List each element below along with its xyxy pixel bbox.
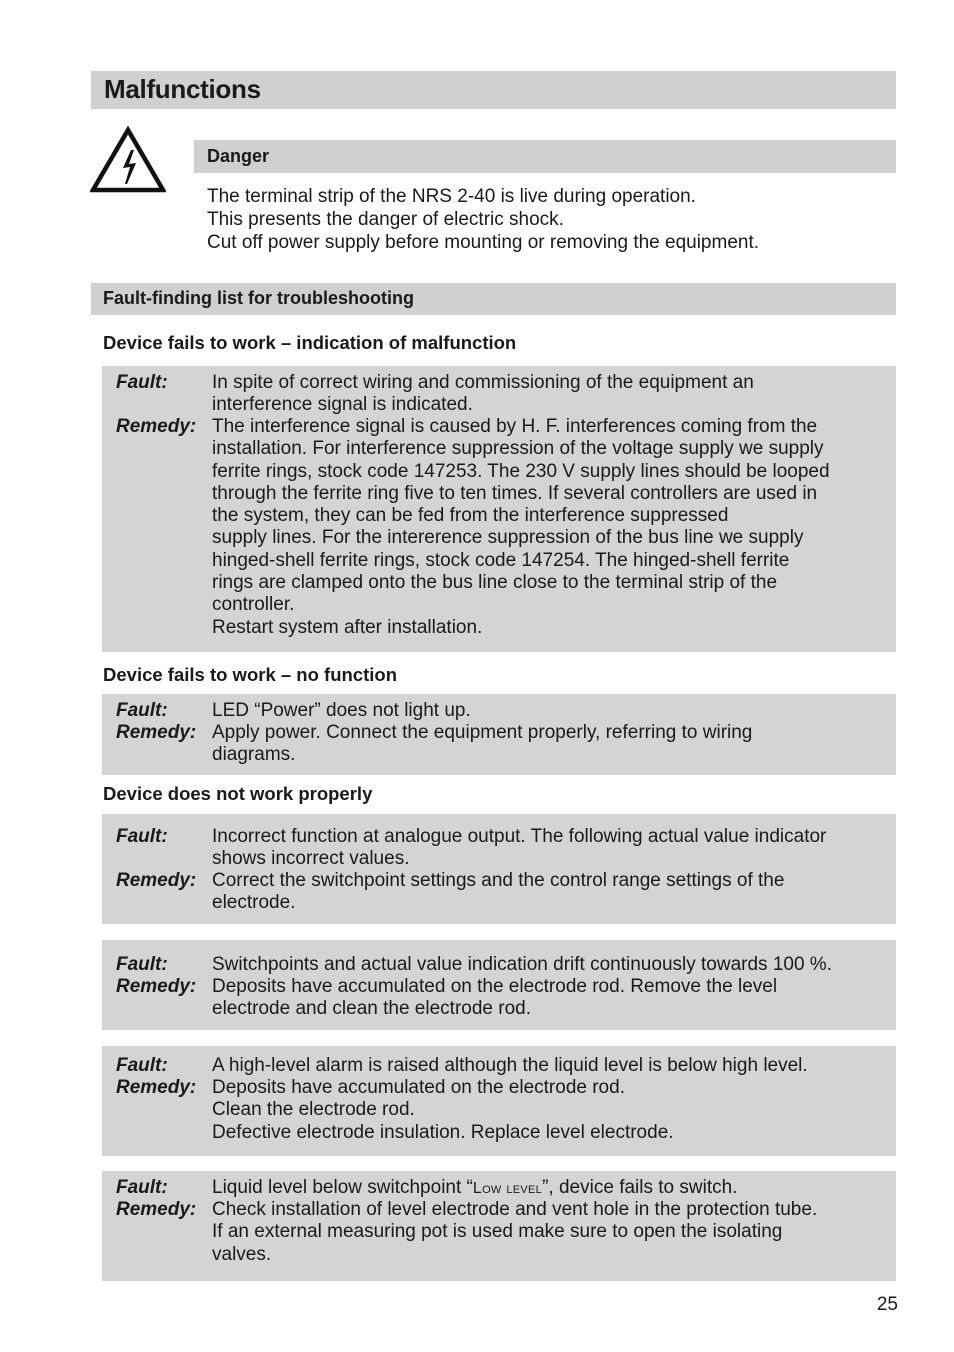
fault-text: LED “Power” does not light up.: [212, 700, 471, 721]
fault-label: Fault:: [116, 1177, 168, 1198]
fault-entry-box: [102, 1046, 896, 1156]
remedy-label: Remedy:: [116, 1199, 197, 1220]
section-heading: Device fails to work – indication of malfunction: [103, 332, 517, 353]
fault-text: A high-level alarm is raised although the liquid level is below high level.: [212, 1055, 808, 1076]
danger-heading-bar: [194, 140, 896, 173]
fault-label: Fault:: [116, 372, 168, 393]
danger-line: The terminal strip of the NRS 2-40 is live during operation.: [207, 186, 696, 207]
remedy-label: Remedy:: [116, 976, 197, 997]
fault-text-suffix: ”, device fails to switch.: [542, 1177, 738, 1198]
danger-text: [207, 185, 759, 254]
page-number: 25: [876, 1294, 898, 1315]
danger-line: Cut off power supply before mounting or removing the equipment.: [207, 232, 760, 253]
fault-text: Switchpoints and actual value indication drift continuously towards 100 %.: [212, 954, 832, 975]
high-voltage-warning-icon: [90, 126, 166, 194]
fault-list-heading: Fault-finding list for troubleshooting: [103, 288, 414, 308]
remedy-text: Apply power. Connect the equipment properly, referring to wiring diagrams.: [212, 722, 753, 766]
remedy-label: Remedy:: [116, 416, 197, 437]
fault-entry-box: [102, 694, 896, 775]
fault-text-prefix: Liquid level below switchpoint “: [212, 1177, 473, 1198]
remedy-text: Correct the switchpoint settings and the control range settings of the electrode.: [212, 870, 785, 914]
fault-text: [212, 1177, 896, 1200]
remedy-text: Deposits have accumulated on the electrode rod. Clean the electrode rod. Defective electrode insulation. Replace level electrode.: [212, 1077, 674, 1143]
page-title: Malfunctions: [104, 74, 261, 104]
section-heading: Device fails to work – no function: [103, 664, 397, 685]
fault-label: Fault:: [116, 954, 168, 975]
remedy-label: Remedy:: [116, 870, 197, 891]
remedy-text: Deposits have accumulated on the electrode rod. Remove the level electrode and clean the electrode rod.: [212, 976, 778, 1020]
danger-line: This presents the danger of electric shock.: [207, 209, 564, 230]
fault-label: Fault:: [116, 826, 168, 847]
fault-entry-box: [102, 366, 896, 652]
fault-label: Fault:: [116, 1055, 168, 1076]
section-title-bar: [91, 71, 896, 109]
remedy-text: Check installation of level electrode and vent hole in the protection tube. If an external measuring pot is used make sure to open the isolating valves.: [212, 1199, 818, 1265]
fault-label: Fault:: [116, 700, 168, 721]
fault-entry-box: [102, 940, 896, 1030]
low-level-term: Low level: [472, 1180, 543, 1197]
danger-heading: Danger: [207, 146, 270, 166]
fault-list-heading-bar: [91, 283, 896, 315]
fault-entry-box: [102, 1171, 896, 1281]
remedy-label: Remedy:: [116, 1077, 197, 1098]
fault-text: In spite of correct wiring and commissioning of the equipment an interference signal is indicated.: [212, 372, 754, 416]
section-heading: Device does not work properly: [103, 783, 373, 804]
remedy-text: The interference signal is caused by H. F. interferences coming from the installation. For interference suppression of the voltage supply we supply ferrite rings, stock code 147253. The 230 V supply lines should be looped through the ferrite ring five to ten times. If several controllers are used in the system, they can be fed from the interference suppressed supply lines. For the intererence suppression of the bus line we supply hinged-shell ferrite rings, stock code 147254. The hinged-shell ferrite rings are clamped onto the bus line close to the terminal strip of the controller. Restart system after installation.: [212, 416, 830, 638]
fault-text: Incorrect function at analogue output. The following actual value indicator shows incorrect values.: [212, 826, 827, 870]
remedy-label: Remedy:: [116, 722, 197, 743]
fault-entry-box: [102, 814, 896, 924]
